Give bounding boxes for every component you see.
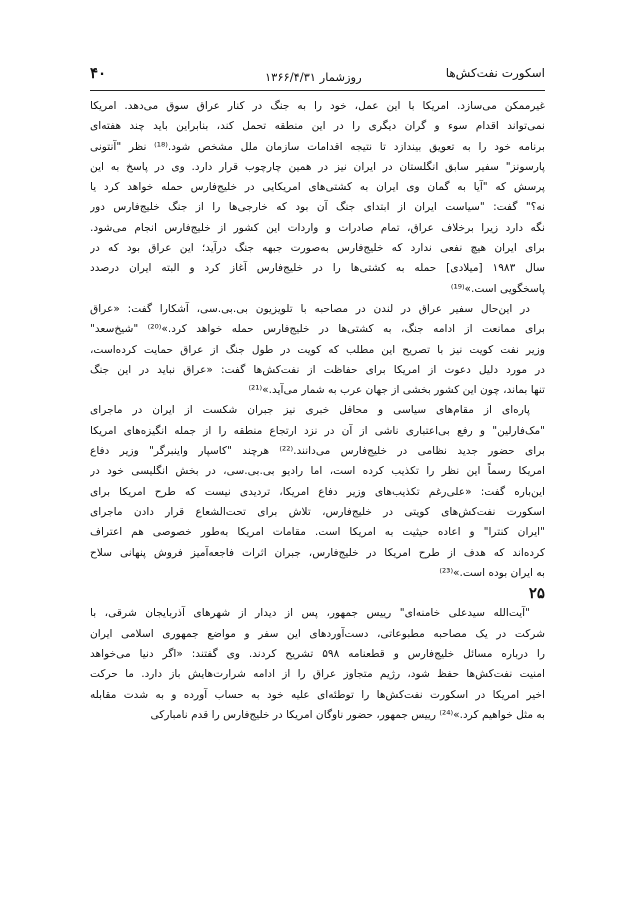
running-date: روزشمار ۱۳۶۶/۴/۳۱ <box>265 70 362 84</box>
text-line: این‌باره گفت: «علی‌رغم تکذیب‌های وزیر دفاع امریکا، تردیدی نیست که طرح امریکا برای <box>90 485 545 498</box>
text-line: وزیر نفت کویت نیز با تصریح این مطلب که کویت در طول جنگ از عراق حمایت کرده‌است، <box>90 343 545 356</box>
text-line: پاسخگویی است.»⁽¹⁹⁾ <box>450 282 545 295</box>
text-line: در مورد دلیل دعوت از امریکا برای حفاظت از نفت‌کش‌ها گفت: «عراق نباید در این جنگ <box>90 363 545 376</box>
text-line: در این‌حال سفیر عراق در لندن در مصاحبه با تلویزیون بی.بی.سی، آشکارا گفت: «عراق <box>90 302 530 315</box>
section-number: ۲۵ <box>528 584 545 603</box>
text-line: امنیت نفت‌کش‌ها حفظ شود، رژیم متجاوز عراق را از ادامه شرارت‌هایش باز دارد. ما حرکت <box>90 668 545 681</box>
body-text <box>90 96 545 725</box>
text-line: به ایران بوده است.»⁽²³⁾ <box>439 566 545 579</box>
text-line: را درباره مسائل خلیج‌فارس و قطعنامه ۵۹۸ تشریح کردند. وی گفتند: «اگر دنیا می‌خواهد <box>90 648 545 661</box>
text-line: امریکا رسماً این نظر را تکذیب کرده است، اما رادیو بی.بی.سی، در بخش انگلیسی خود در <box>90 465 545 478</box>
text-line: نمی‌تواند اقدام سوء و گران دیگری را در این منطقه تحمل کند، بنابراین باید چند هفته‌ای <box>90 120 545 133</box>
paragraph <box>90 400 545 583</box>
page-header <box>90 64 545 90</box>
text-line: برای ممانعت از ادامه جنگ، به کشتی‌ها در خلیج‌فارس حمله خواهد کرد.»⁽²⁰⁾ "شیخ‌سعد" <box>90 323 545 336</box>
text-line: به مثل خواهیم کرد.»⁽²⁴⁾ رییس جمهور، حضور ناوگان امریکا در خلیج‌فارس را قدم نامبارکی <box>150 708 545 721</box>
page-number: ۴۰ <box>90 64 107 82</box>
paragraph <box>90 299 545 400</box>
text-line: کرده‌اند که هدف از طرح امریکا در خلیج‌فارس، جبران اثرات فاجعه‌آمیز فروش پنهانی سلاح <box>90 546 545 559</box>
paragraph <box>90 603 545 725</box>
text-line: برای حضور جدید نظامی در خلیج‌فارس می‌دانند.⁽²²⁾ هرچند "کاسپار واینبرگر" وزیر دفاع <box>90 445 545 458</box>
text-line: نه؟" گفت: "سیاست ایران از ابتدای جنگ آن بود که خارجی‌ها را از جنگ خلیج‌فارس دور <box>90 201 545 214</box>
text-line: پرسش که "آیا به گمان وی ایران به کشتی‌های امریکایی در خلیج‌فارس حمله خواهد کرد یا <box>90 181 545 194</box>
text-line: پارسونز" سفیر سابق انگلستان در ایران نیز در همین چارچوب قرار دارد. وی در پاسخ به این <box>90 160 545 173</box>
text-line: نگه دارد زیرا برخلاف عراق، تمام صادرات و واردات این کشور از خلیج‌فارس انجام می‌شود. <box>90 221 545 234</box>
header-rule <box>90 90 545 91</box>
text-line: "آیت‌الله سیدعلی خامنه‌ای" رییس جمهور، پس از دیدار از شهرهای آذربایجان شرقی، با <box>90 607 530 620</box>
text-line: شرکت در یک مصاحبه مطبوعاتی، دست‌آوردهای این سفر و مواضع جمهوری اسلامی ایران <box>90 627 545 640</box>
paragraph <box>90 96 545 299</box>
text-line: تنها بماند، چون این کشور بخشی از جهان عرب به شمار می‌آید.»⁽²¹⁾ <box>248 384 545 397</box>
text-line: "ایران کنترا" و اعاده حیثیت به امریکا است. مقامات امریکا به‌طور خصوصی هم اعتراف <box>90 526 545 539</box>
text-line: غیرممکن می‌سازد. امریکا با این عمل، خود را به جنگ در کنار عراق سوق می‌دهد. امریکا <box>90 100 545 112</box>
text-line: برنامه خود را به تعویق بیندازد تا نتیجه اقدامات سازمان ملل مشخص شود.⁽¹⁸⁾ نظر "آنتونی <box>90 140 545 153</box>
text-line: برای ایران هیچ نفعی ندارد که خلیج‌فارس به‌صورت جبهه جنگ درآید؛ این عراق بود که در <box>90 242 545 255</box>
text-line: "مک‌فارلین" و رفع بی‌اعتباری ناشی از آن در نزد ارتجاع منطقه را از جمله انگیزه‌های امریکا <box>90 424 545 437</box>
running-title: اسکورت نفت‌کش‌ها <box>445 66 545 80</box>
text-line: اسکورت نفت‌کش‌های کویتی در خلیج‌فارس، تلاش برای تحت‌الشعاع قرار دادن ماجرای <box>90 505 545 518</box>
text-line: اخیر امریکا در اسکورت نفت‌کش‌ها را توطئه‌ای علیه خود به حساب آورده و به شدت مقابله <box>90 688 545 701</box>
text-line: پاره‌ای از مقام‌های سیاسی و محافل خبری نیز جبران شکست از ایران در ماجرای <box>90 404 530 417</box>
text-line: سال ۱۹۸۳ [میلادی] حمله به کشتی‌ها را در خلیج‌فارس آغاز کرد و البته ایران درصدد <box>90 262 545 275</box>
